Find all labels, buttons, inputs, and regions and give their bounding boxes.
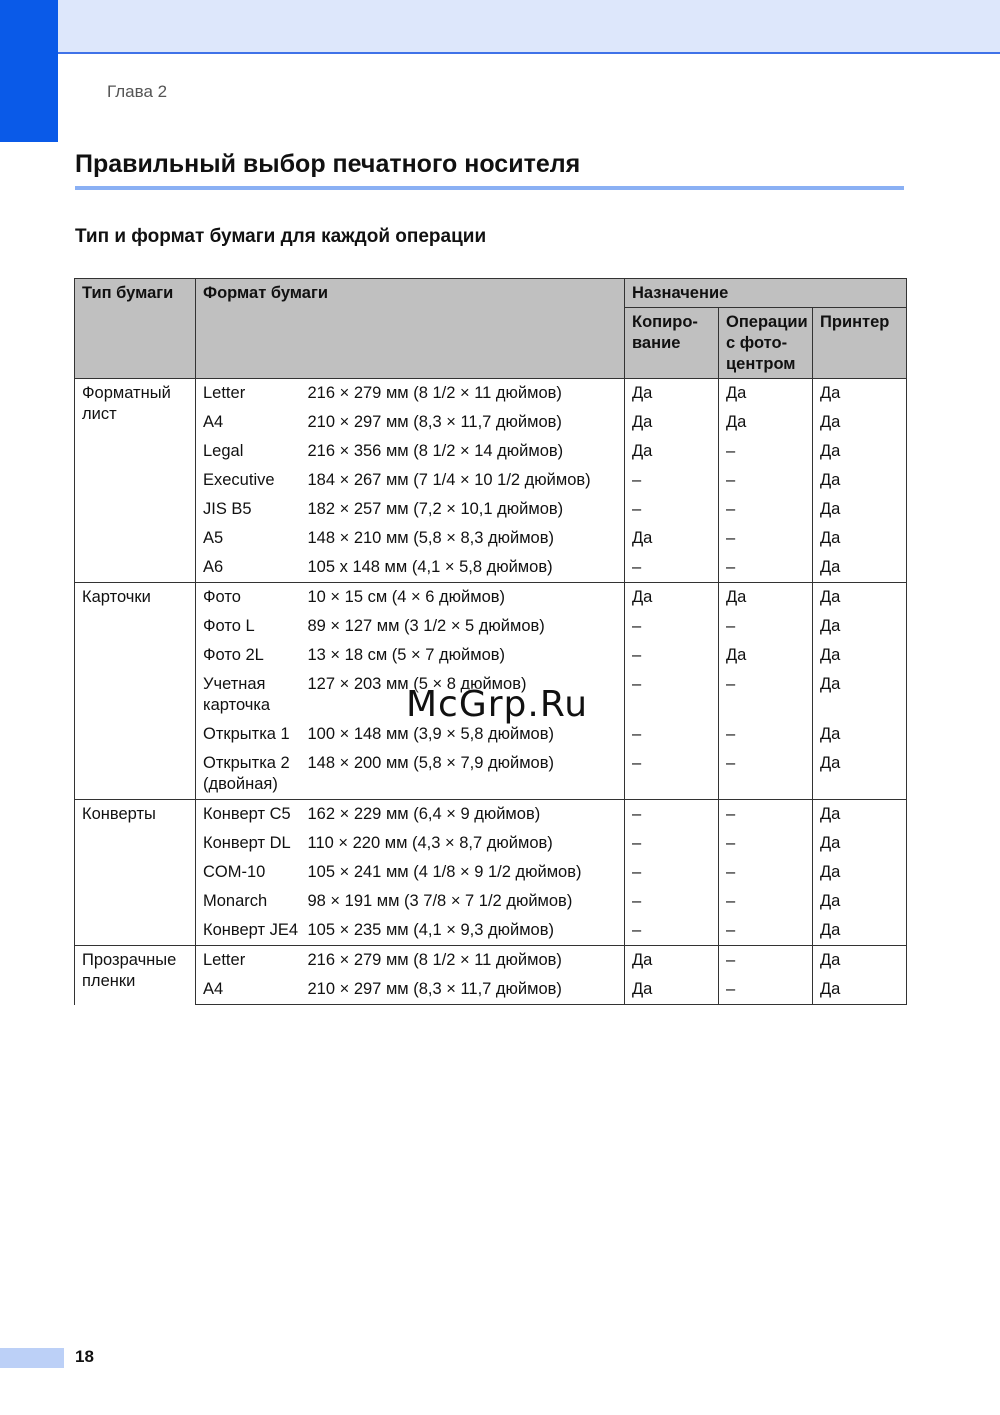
- copy-cell: Да: [625, 524, 719, 553]
- printer-cell: Да: [813, 408, 907, 437]
- photo-center-cell: Да: [719, 379, 813, 409]
- format-name-cell: COM-10: [196, 858, 306, 887]
- photo-center-cell: –: [719, 829, 813, 858]
- copy-cell: –: [625, 641, 719, 670]
- copy-cell: Да: [625, 379, 719, 409]
- format-name-cell: JIS B5: [196, 495, 306, 524]
- printer-cell: Да: [813, 887, 907, 916]
- format-size-cell: 105 x 148 мм (4,1 × 5,8 дюймов): [306, 553, 625, 583]
- format-size-cell: 98 × 191 мм (3 7/8 × 7 1/2 дюймов): [306, 887, 625, 916]
- format-size-cell: 216 × 279 мм (8 1/2 × 11 дюймов): [306, 946, 625, 976]
- header-photo-center: [719, 308, 813, 379]
- printer-cell: Да: [813, 641, 907, 670]
- table-row: [75, 829, 907, 858]
- table-row: [75, 641, 907, 670]
- printer-cell: Да: [813, 800, 907, 830]
- printer-cell: Да: [813, 612, 907, 641]
- photo-center-cell: Да: [719, 408, 813, 437]
- table-row: [75, 379, 907, 409]
- format-size-cell: 127 × 203 мм (5 × 8 дюймов): [306, 670, 625, 720]
- header-copy: [625, 308, 719, 379]
- chapter-tab: [0, 0, 58, 142]
- photo-center-cell: –: [719, 612, 813, 641]
- copy-cell: –: [625, 800, 719, 830]
- format-name-cell: Letter: [196, 379, 306, 409]
- copy-cell: –: [625, 720, 719, 749]
- photo-center-cell: –: [719, 553, 813, 583]
- paper-type-cell: Форматный лист: [75, 379, 196, 583]
- section-title: Тип и формат бумаги для каждой операции: [75, 226, 487, 247]
- format-name-cell: Executive: [196, 466, 306, 495]
- format-name-cell: Фото: [196, 583, 306, 613]
- printer-cell: Да: [813, 553, 907, 583]
- table-row: [75, 466, 907, 495]
- format-size-cell: 148 × 200 мм (5,8 × 7,9 дюймов): [306, 749, 625, 800]
- chapter-label: Глава 2: [107, 82, 168, 101]
- header-purpose: Назначение: [625, 279, 907, 308]
- format-name-cell: A4: [196, 408, 306, 437]
- format-size-cell: 184 × 267 мм (7 1/4 × 10 1/2 дюймов): [306, 466, 625, 495]
- table-row: [75, 916, 907, 946]
- format-name-cell: Конверт DL: [196, 829, 306, 858]
- table-row: [75, 749, 907, 800]
- format-size-cell: 10 × 15 см (4 × 6 дюймов): [306, 583, 625, 613]
- format-size-cell: 162 × 229 мм (6,4 × 9 дюймов): [306, 800, 625, 830]
- table-row: [75, 524, 907, 553]
- table-row: [75, 583, 907, 613]
- format-size-cell: 105 × 241 мм (4 1/8 × 9 1/2 дюймов): [306, 858, 625, 887]
- format-name-cell: Открытка 1: [196, 720, 306, 749]
- photo-center-cell: –: [719, 524, 813, 553]
- printer-cell: Да: [813, 975, 907, 1005]
- header-band: [0, 0, 1000, 54]
- format-size-cell: 216 × 279 мм (8 1/2 × 11 дюймов): [306, 379, 625, 409]
- format-name-cell: Конверт C5: [196, 800, 306, 830]
- paper-type-cell: Прозрачные пленки: [75, 946, 196, 1005]
- format-size-cell: 13 × 18 см (5 × 7 дюймов): [306, 641, 625, 670]
- table-row: [75, 408, 907, 437]
- printer-cell: Да: [813, 749, 907, 800]
- format-size-cell: 210 × 297 мм (8,3 × 11,7 дюймов): [306, 408, 625, 437]
- printer-cell: Да: [813, 829, 907, 858]
- copy-cell: –: [625, 749, 719, 800]
- photo-center-cell: –: [719, 916, 813, 946]
- watermark: McGrp.Ru: [406, 684, 589, 725]
- header-paper-type: Тип бумаги: [75, 279, 196, 379]
- printer-cell: Да: [813, 379, 907, 409]
- header-paper-format: Формат бумаги: [196, 279, 625, 379]
- header-photo-label: Операции с фото- центром: [726, 313, 808, 373]
- table-row: [75, 553, 907, 583]
- format-name-cell: Letter: [196, 946, 306, 976]
- photo-center-cell: Да: [719, 583, 813, 613]
- photo-center-cell: –: [719, 858, 813, 887]
- title-rule: [75, 186, 904, 190]
- format-name-cell: A4: [196, 975, 306, 1005]
- format-size-cell: 148 × 210 мм (5,8 × 8,3 дюймов): [306, 524, 625, 553]
- copy-cell: –: [625, 916, 719, 946]
- page-number: 18: [75, 1347, 94, 1366]
- copy-cell: –: [625, 858, 719, 887]
- format-size-cell: 216 × 356 мм (8 1/2 × 14 дюймов): [306, 437, 625, 466]
- photo-center-cell: –: [719, 437, 813, 466]
- paper-type-cell: Карточки: [75, 583, 196, 800]
- copy-cell: –: [625, 829, 719, 858]
- table-row: [75, 495, 907, 524]
- printer-cell: Да: [813, 466, 907, 495]
- photo-center-cell: –: [719, 800, 813, 830]
- photo-center-cell: –: [719, 887, 813, 916]
- table-row: [75, 612, 907, 641]
- photo-center-cell: –: [719, 946, 813, 976]
- footer-band: [0, 1348, 64, 1368]
- format-name-cell: Открытка 2 (двойная): [196, 749, 306, 800]
- format-name-cell: A5: [196, 524, 306, 553]
- format-name-cell: A6: [196, 553, 306, 583]
- table-row: [75, 975, 907, 1005]
- table-row: [75, 437, 907, 466]
- header-copy-label: Копиро- вание: [632, 313, 698, 352]
- table-row: [75, 858, 907, 887]
- paper-table: [74, 278, 907, 1005]
- photo-center-cell: –: [719, 749, 813, 800]
- format-name-cell: Фото L: [196, 612, 306, 641]
- printer-cell: Да: [813, 670, 907, 720]
- copy-cell: Да: [625, 946, 719, 976]
- copy-cell: Да: [625, 408, 719, 437]
- copy-cell: –: [625, 495, 719, 524]
- copy-cell: –: [625, 466, 719, 495]
- printer-cell: Да: [813, 524, 907, 553]
- printer-cell: Да: [813, 720, 907, 749]
- photo-center-cell: –: [719, 495, 813, 524]
- printer-cell: Да: [813, 495, 907, 524]
- printer-cell: Да: [813, 858, 907, 887]
- copy-cell: –: [625, 612, 719, 641]
- photo-center-cell: –: [719, 720, 813, 749]
- photo-center-cell: –: [719, 466, 813, 495]
- copy-cell: –: [625, 670, 719, 720]
- printer-cell: Да: [813, 946, 907, 976]
- format-size-cell: 110 × 220 мм (4,3 × 8,7 дюймов): [306, 829, 625, 858]
- format-size-cell: 182 × 257 мм (7,2 × 10,1 дюймов): [306, 495, 625, 524]
- photo-center-cell: –: [719, 975, 813, 1005]
- copy-cell: –: [625, 553, 719, 583]
- format-size-cell: 105 × 235 мм (4,1 × 9,3 дюймов): [306, 916, 625, 946]
- table-row: [75, 946, 907, 976]
- printer-cell: Да: [813, 583, 907, 613]
- copy-cell: –: [625, 887, 719, 916]
- header-printer: Принтер: [813, 308, 907, 379]
- copy-cell: Да: [625, 583, 719, 613]
- photo-center-cell: –: [719, 670, 813, 720]
- table-row: [75, 800, 907, 830]
- format-name-cell: Учетная карточка: [196, 670, 306, 720]
- paper-type-cell: Конверты: [75, 800, 196, 946]
- format-size-cell: 210 × 297 мм (8,3 × 11,7 дюймов): [306, 975, 625, 1005]
- format-name-cell: Monarch: [196, 887, 306, 916]
- copy-cell: Да: [625, 975, 719, 1005]
- format-size-cell: 89 × 127 мм (3 1/2 × 5 дюймов): [306, 612, 625, 641]
- format-size-cell: 100 × 148 мм (3,9 × 5,8 дюймов): [306, 720, 625, 749]
- printer-cell: Да: [813, 916, 907, 946]
- page-title: Правильный выбор печатного носителя: [75, 150, 581, 178]
- format-name-cell: Конверт JE4: [196, 916, 306, 946]
- copy-cell: Да: [625, 437, 719, 466]
- table-row: [75, 887, 907, 916]
- photo-center-cell: Да: [719, 641, 813, 670]
- format-name-cell: Legal: [196, 437, 306, 466]
- format-name-cell: Фото 2L: [196, 641, 306, 670]
- printer-cell: Да: [813, 437, 907, 466]
